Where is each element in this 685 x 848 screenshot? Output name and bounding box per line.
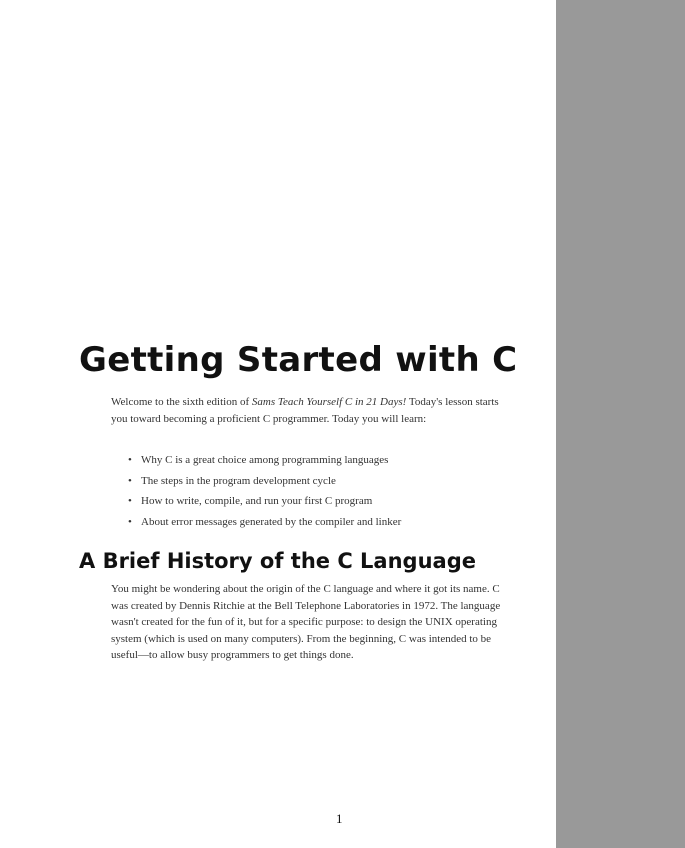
intro-text-end: Today's lesson starts you toward becoming a proficient C programmer. Today you will learn:: [111, 396, 499, 425]
intro-text-start: Welcome to the sixth edition of: [111, 396, 252, 408]
intro-paragraph: [111, 394, 506, 427]
list-item: [128, 514, 401, 535]
bullet-icon: •: [128, 515, 132, 528]
list-item-text: How to write, compile, and run your first C program: [141, 495, 373, 507]
learning-objectives-list: [128, 452, 401, 534]
history-paragraph: You might be wondering about the origin of the C language and where it got its name. C was created by Dennis Ritchie at the Bell Telephone Laboratories in 1972. The language wasn't created for the fun of it, but for a specific purpose: to design the UNIX operating system (which is used on many computers). From the beginning, C was intended to be useful—to allow busy programmers to get things done.: [111, 583, 501, 661]
list-item-text: About error messages generated by the compiler and linker: [141, 515, 402, 528]
list-item: [128, 493, 401, 514]
list-item: [128, 473, 401, 494]
section-heading: A Brief History of the C Language: [79, 549, 476, 573]
list-item-text: The steps in the program development cycle: [141, 474, 336, 487]
bullet-icon: •: [128, 474, 132, 487]
chapter-title: Getting Started with C: [79, 340, 518, 380]
bullet-icon: •: [128, 454, 132, 466]
bullet-icon: •: [128, 495, 132, 507]
book-title: Sams Teach Yourself C in 21 Days!: [251, 396, 407, 408]
page-number: 1: [336, 811, 343, 826]
gray-sidebar: [556, 0, 685, 848]
list-item-text: Why C is a great choice among programming languages: [141, 454, 389, 466]
list-item: [128, 452, 401, 473]
